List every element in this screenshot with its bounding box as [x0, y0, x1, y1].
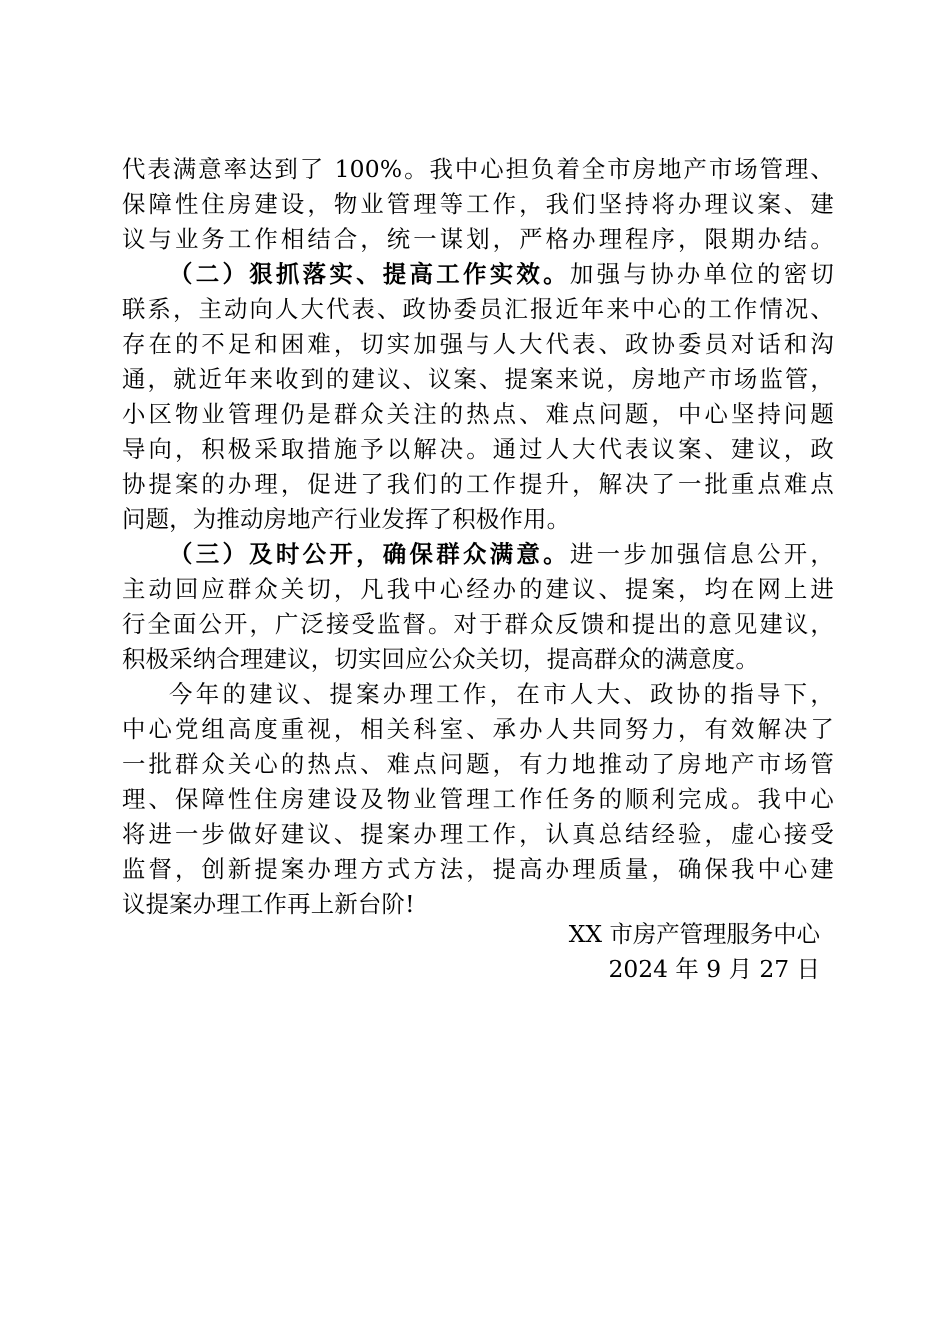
text-line-last: 问题，为推动房地产行业发挥了积极作用。 — [122, 505, 571, 533]
text-line-first: 今年的建议、提案办理工作，在市人大、政协的指导下， — [169, 680, 834, 708]
text-line: 导向，积极采取措施予以解决。通过人大代表议案、建议，政 — [122, 435, 834, 463]
text-run: 进一步加强信息公开， — [569, 540, 835, 568]
text-line: 联系，主动向人大代表、政协委员汇报近年来中心的工作情况、 — [122, 295, 834, 323]
text-line: 协提案的办理，促进了我们的工作提升，解决了一批重点难点 — [122, 470, 834, 498]
text-line: 主动回应群众关切，凡我中心经办的建议、提案，均在网上进 — [122, 575, 834, 603]
text-line-first — [122, 537, 834, 572]
text-line-last: 议提案办理工作再上新台阶! — [122, 890, 415, 918]
text-line: 代表满意率达到了 100%。我中心担负着全市房地产市场管理、 — [122, 155, 834, 183]
text-line: 小区物业管理仍是群众关注的热点、难点问题，中心坚持问题 — [122, 400, 834, 428]
signature-organization: XX 市房产管理服务中心 — [568, 920, 820, 948]
text-line: 理、保障性住房建设及物业管理工作任务的顺利完成。我中心 — [122, 785, 834, 813]
text-line: 存在的不足和困难，切实加强与人大代表、政协委员对话和沟 — [122, 330, 834, 358]
text-line-first — [122, 257, 834, 292]
text-line: 中心党组高度重视，相关科室、承办人共同努力，有效解决了 — [122, 715, 834, 743]
text-line: 一批群众关心的热点、难点问题，有力地推动了房地产市场管 — [122, 750, 834, 778]
section-heading: （三）及时公开，确保群众满意。 — [169, 540, 570, 568]
text-line: 通，就近年来收到的建议、议案、提案来说，房地产市场监管， — [122, 365, 834, 393]
paragraph-section-two — [122, 257, 834, 537]
text-line: 将进一步做好建议、提案办理工作，认真总结经验，虚心接受 — [122, 820, 834, 848]
text-line: 议与业务工作相结合，统一谋划，严格办理程序，限期办结。 — [122, 225, 834, 253]
text-run: 加强与协办单位的密切 — [569, 260, 835, 288]
text-line: 保障性住房建设，物业管理等工作，我们坚持将办理议案、建 — [122, 190, 834, 218]
section-heading: （二）狠抓落实、提高工作实效。 — [169, 260, 570, 288]
paragraph-conclusion — [122, 677, 834, 922]
text-line: 行全面公开，广泛接受监督。对于群众反馈和提出的意见建议， — [122, 610, 834, 638]
text-line: 监督，创新提案办理方式方法，提高办理质量，确保我中心建 — [122, 855, 834, 883]
text-line-last: 积极采纳合理建议，切实回应公众关切，提高群众的满意度。 — [122, 645, 759, 673]
signature-date: 2024 年 9 月 27 日 — [608, 955, 820, 983]
paragraph-section-three — [122, 537, 834, 677]
document-body — [122, 152, 834, 922]
paragraph-continuation — [122, 152, 834, 257]
